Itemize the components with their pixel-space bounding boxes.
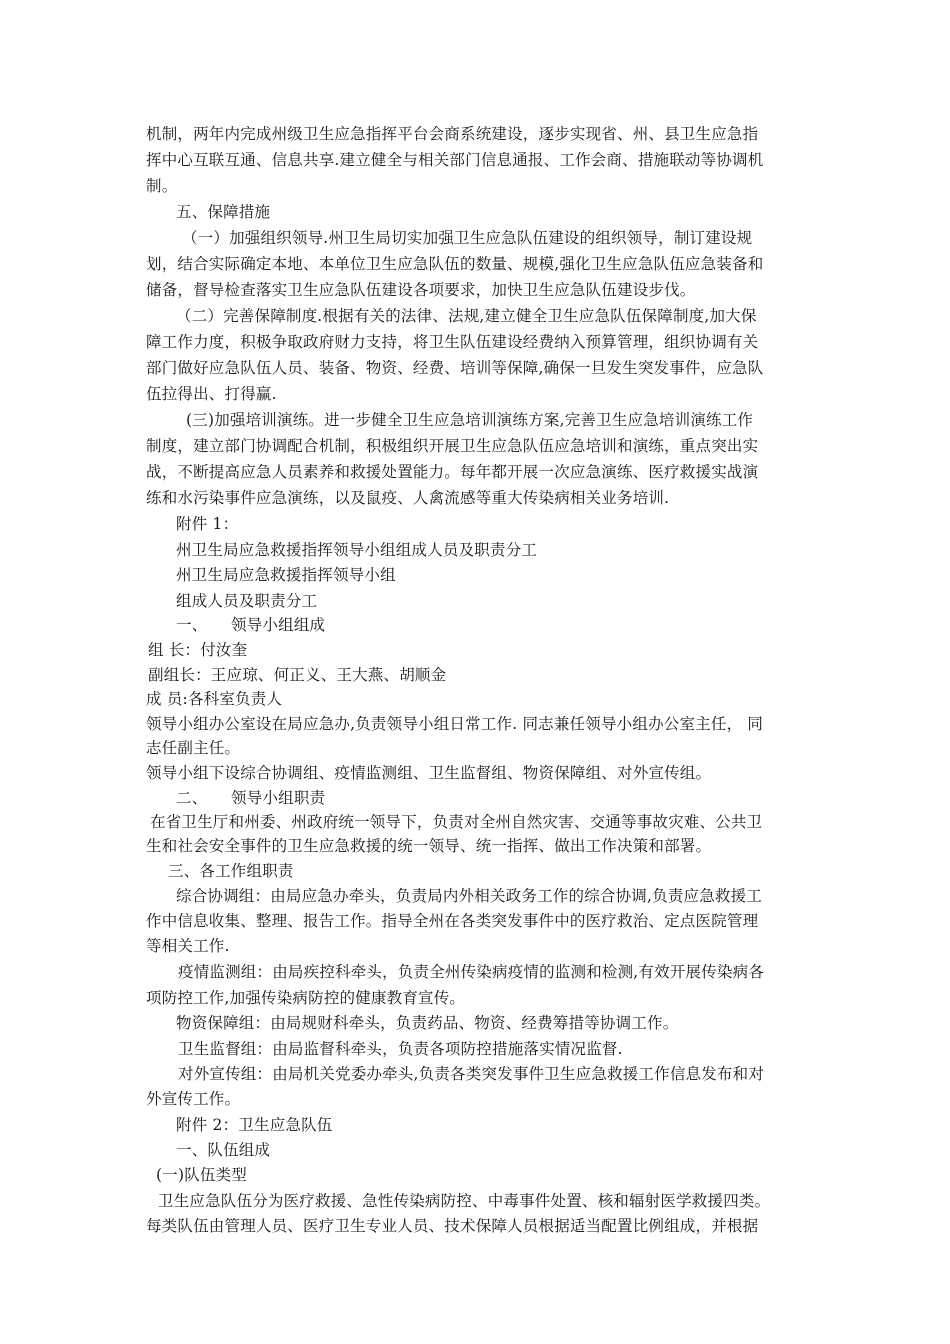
section-heading: 五、保障措施 [176, 203, 271, 221]
text-line: 伍拉得出、打得赢. [146, 385, 277, 403]
section-heading: 一、 领导小组组成 [176, 616, 326, 634]
attachment-label: 附件 1： [176, 515, 239, 533]
text-line: 作中信息收集、整理、报告工作。指导全州在各类突发事件中的医疗救治、定点医院管理 [146, 912, 759, 930]
text-line: 战，不断提高应急人员素养和救援处置能力。每年都开展一次应急演练、医疗救援实战演 [146, 463, 759, 481]
text-line: 生和社会安全事件的卫生应急救援的统一领导、统一指挥、做出工作决策和部署。 [146, 837, 712, 855]
text-line: 项防控工作,加强传染病防控的健康教育宣传。 [146, 989, 466, 1007]
text-line: 部门做好应急队伍人员、装备、物资、经费、培训等保障,确保一旦发生突发事件，应急队 [146, 359, 764, 377]
text-line: 成 员:各科室负责人 [146, 690, 283, 708]
text-line: 每类队伍由管理人员、医疗卫生专业人员、技术保障人员根据适当配置比例组成，并根据 [146, 1217, 759, 1235]
text-line: 卫生应急队伍分为医疗救援、急性传染病防控、中毒事件处置、核和辐射医学救援四类。 [158, 1192, 771, 1210]
section-heading: 二、 领导小组职责 [176, 789, 326, 807]
text-line: 机制，两年内完成州级卫生应急指挥平台会商系统建设，逐步实现省、州、县卫生应急指 [146, 125, 759, 143]
text-line: 副组长：王应琼、何正义、王大燕、胡顺金 [148, 666, 447, 684]
text-line: 组 长：付汝奎 [148, 641, 248, 659]
text-line: 综合协调组：由局应急办牵头，负责局内外相关政务工作的综合协调,负责应急救援工 [176, 887, 763, 905]
text-line: 等相关工作. [146, 937, 230, 955]
text-line: 划，结合实际确定本地、本单位卫生应急队伍的数量、规模,强化卫生应急队伍应急装备和 [146, 255, 764, 273]
text-line: 练和水污染事件应急演练，以及鼠疫、人禽流感等重大传染病相关业务培训. [146, 489, 670, 507]
attachment-subheading: 组成人员及职责分工 [176, 592, 318, 610]
text-line: （二）完善保障制度.根据有关的法律、法规,建立健全卫生应急队伍保障制度,加大保 [176, 307, 757, 325]
text-line: 制。 [146, 177, 178, 195]
text-line: 障工作力度，积极争取政府财力支持，将卫生队伍建设经费纳入预算管理，组织协调有关 [146, 333, 759, 351]
text-line: (三)加强培训演练。进一步健全卫生应急培训演练方案,完善卫生应急培训演练工作 [186, 411, 754, 429]
text-line: 储备，督导检查落实卫生应急队伍建设各项要求，加快卫生应急队伍建设步伐。 [146, 281, 696, 299]
text-line: 挥中心互联互通、信息共享.建立健全与相关部门信息通报、工作会商、措施联动等协调机 [146, 151, 764, 169]
text-line: 对外宣传组：由局机关党委办牵头,负责各类突发事件卫生应急救援工作信息发布和对 [178, 1065, 765, 1083]
attachment-heading: 州卫生局应急救援指挥领导小组 [176, 566, 396, 584]
text-line: （一）加强组织领导.州卫生局切实加强卫生应急队伍建设的组织领导，制订建设规 [182, 229, 753, 247]
text-line: 卫生监督组：由局监督科牵头，负责各项防控措施落实情况监督. [178, 1040, 623, 1058]
text-line: 物资保障组：由局规财科牵头，负责药品、物资、经费筹措等协调工作。 [176, 1014, 679, 1032]
text-line: 领导小组办公室设在局应急办,负责领导小组日常工作. 同志兼任领导小组办公室主任， 同 [146, 715, 764, 733]
attachment-title: 州卫生局应急救援指挥领导小组组成人员及职责分工 [176, 541, 538, 559]
text-line: 志任副主任。 [146, 739, 241, 757]
text-line: 领导小组下设综合协调组、疫情监测组、卫生监督组、物资保障组、对外宣传组。 [146, 764, 712, 782]
section-heading: 一、队伍组成 [176, 1141, 271, 1159]
attachment-label: 附件 2：卫生应急队伍 [176, 1116, 333, 1134]
text-line: 外宣传工作。 [146, 1090, 241, 1108]
text-line: 在省卫生厅和州委、州政府统一领导下，负责对全州自然灾害、交通等事故灾难、公共卫 [150, 813, 763, 831]
section-heading: 三、各工作组职责 [168, 862, 294, 880]
text-line: 疫情监测组：由局疾控科牵头，负责全州传染病疫情的监测和检测,有效开展传染病各 [178, 963, 765, 981]
subsection-heading: (一)队伍类型 [156, 1166, 247, 1184]
text-line: 制度，建立部门协调配合机制，积极组织开展卫生应急队伍应急培训和演练，重点突出实 [146, 437, 759, 455]
